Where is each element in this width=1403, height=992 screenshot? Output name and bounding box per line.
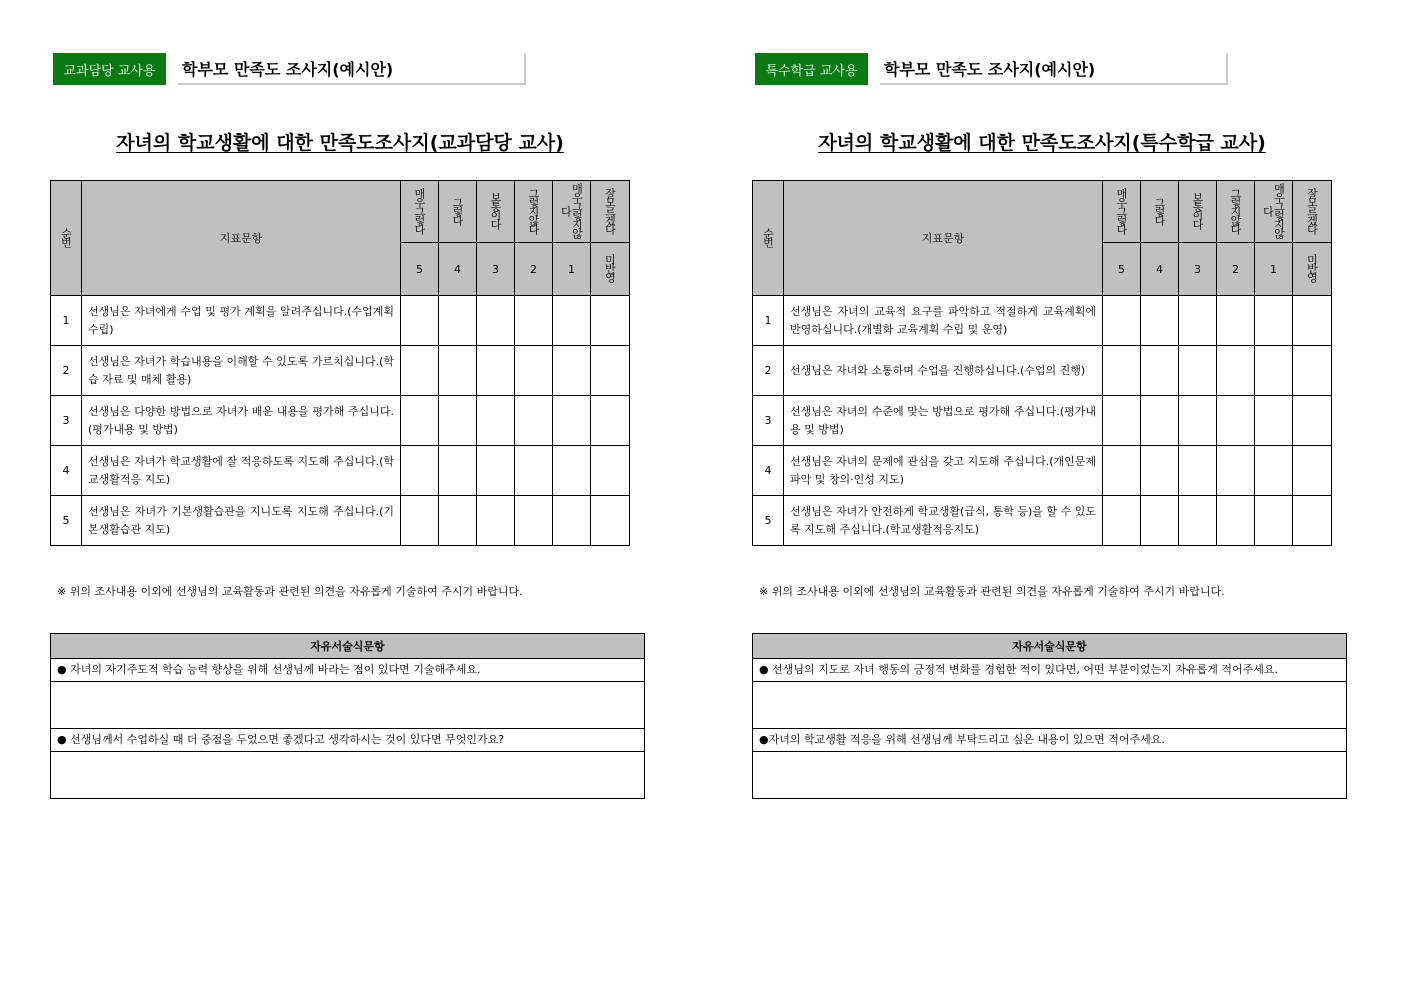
- row-item-text: 선생님은 자녀와 소통하며 수업을 진행하십니다.(수업의 진행): [784, 346, 1103, 396]
- score-header-not-counted: 미반영: [1293, 243, 1332, 296]
- free-response-table: [50, 633, 645, 799]
- rating-cell[interactable]: [1103, 446, 1141, 496]
- score-header: 3: [477, 243, 515, 296]
- score-header: 2: [1217, 243, 1255, 296]
- table-row: [51, 496, 630, 546]
- rating-cell[interactable]: [1141, 396, 1179, 446]
- rating-cell[interactable]: [401, 496, 439, 546]
- rating-cell[interactable]: [1293, 496, 1332, 546]
- score-header-not-counted: 미반영: [591, 243, 630, 296]
- row-number: 1: [51, 296, 82, 346]
- free-answer-field[interactable]: [753, 682, 1347, 729]
- teacher-type-badge: 교과담당 교사용: [53, 53, 166, 85]
- instruction-note: ※ 위의 조사내용 이외에 선생님의 교육활동과 관련된 의견을 자유롭게 기술하여 주시기 바랍니다.: [57, 585, 523, 598]
- score-header: 3: [1179, 243, 1217, 296]
- rating-cell[interactable]: [1103, 296, 1141, 346]
- rating-cell[interactable]: [439, 446, 477, 496]
- rating-header: 그렇다: [439, 181, 477, 243]
- page-title: [50, 128, 630, 155]
- rating-cell[interactable]: [553, 496, 591, 546]
- rating-cell[interactable]: [1293, 396, 1332, 446]
- rating-header: 매우그렇지않다: [553, 181, 591, 243]
- rating-cell[interactable]: [1179, 346, 1217, 396]
- row-item-text: 선생님은 다양한 방법으로 자녀가 배운 내용을 평가해 주십니다.(평가내용 및 방법): [82, 396, 401, 446]
- table-row: [51, 446, 630, 496]
- rating-cell[interactable]: [553, 346, 591, 396]
- free-answer-field[interactable]: [753, 752, 1347, 799]
- page-title: [752, 128, 1332, 155]
- rating-cell[interactable]: [1141, 496, 1179, 546]
- rating-header: 매우그렇지않다: [1255, 181, 1293, 243]
- column-header-number: 순번: [51, 181, 82, 296]
- rating-header: 그렇다: [1141, 181, 1179, 243]
- score-header: 4: [1141, 243, 1179, 296]
- rating-cell[interactable]: [1217, 296, 1255, 346]
- rating-header: 보통이다: [1179, 181, 1217, 243]
- survey-table: [50, 180, 630, 546]
- rating-cell[interactable]: [1103, 496, 1141, 546]
- rating-cell[interactable]: [1255, 346, 1293, 396]
- row-item-text: 선생님은 자녀의 문제에 관심을 갖고 지도해 주십니다.(개인문제파악 및 창의·인성 지도): [784, 446, 1103, 496]
- score-header: 2: [515, 243, 553, 296]
- rating-cell[interactable]: [477, 496, 515, 546]
- table-row: [753, 296, 1332, 346]
- rating-cell[interactable]: [1255, 446, 1293, 496]
- table-row: [51, 296, 630, 346]
- table-row: [753, 346, 1332, 396]
- rating-cell[interactable]: [515, 396, 553, 446]
- row-number: 1: [753, 296, 784, 346]
- row-number: 3: [51, 396, 82, 446]
- rating-cell[interactable]: [591, 496, 630, 546]
- free-response-header: 자유서술식문항: [51, 634, 645, 659]
- rating-header: 보통이다: [477, 181, 515, 243]
- rating-cell[interactable]: [1293, 346, 1332, 396]
- instruction-note: ※ 위의 조사내용 이외에 선생님의 교육활동과 관련된 의견을 자유롭게 기술하여 주시기 바랍니다.: [759, 585, 1225, 598]
- score-header: 4: [439, 243, 477, 296]
- row-number: 4: [753, 446, 784, 496]
- rating-header: 잘모르겠다: [591, 181, 630, 243]
- table-row: [51, 396, 630, 446]
- rating-cell[interactable]: [1179, 396, 1217, 446]
- free-answer-field[interactable]: [51, 752, 645, 799]
- row-item-text: 선생님은 자녀가 안전하게 학교생활(급식, 통학 등)을 할 수 있도록 지도해 주십니다.(학교생활적응지도): [784, 496, 1103, 546]
- free-question: ● 선생님의 지도로 자녀 행동의 긍정적 변화를 경험한 적이 있다면, 어떤 부분이었는지 자유롭게 적어주세요.: [753, 659, 1347, 682]
- row-number: 4: [51, 446, 82, 496]
- score-header: 5: [401, 243, 439, 296]
- free-answer-field[interactable]: [51, 682, 645, 729]
- table-row: [753, 396, 1332, 446]
- rating-cell[interactable]: [1179, 446, 1217, 496]
- rating-cell[interactable]: [515, 446, 553, 496]
- rating-header: 매우그렇다: [401, 181, 439, 243]
- free-question: ● 자녀의 자기주도적 학습 능력 향상을 위해 선생님께 바라는 점이 있다면 기술해주세요.: [51, 659, 645, 682]
- free-response-table: [752, 633, 1347, 799]
- rating-cell[interactable]: [439, 296, 477, 346]
- rating-cell[interactable]: [401, 446, 439, 496]
- row-number: 2: [51, 346, 82, 396]
- rating-cell[interactable]: [1217, 346, 1255, 396]
- rating-cell[interactable]: [515, 346, 553, 396]
- rating-cell[interactable]: [1293, 446, 1332, 496]
- rating-cell[interactable]: [1141, 446, 1179, 496]
- rating-cell[interactable]: [439, 346, 477, 396]
- rating-cell[interactable]: [591, 346, 630, 396]
- column-header-item: 지표문항: [82, 181, 401, 296]
- rating-cell[interactable]: [515, 496, 553, 546]
- rating-cell[interactable]: [1217, 446, 1255, 496]
- rating-cell[interactable]: [591, 296, 630, 346]
- survey-table: [752, 180, 1332, 546]
- rating-cell[interactable]: [1217, 396, 1255, 446]
- rating-cell[interactable]: [515, 296, 553, 346]
- rating-cell[interactable]: [1255, 296, 1293, 346]
- table-row: [753, 446, 1332, 496]
- row-item-text: 선생님은 자녀에게 수업 및 평가 계획을 알려주십니다.(수업계획 수립): [82, 296, 401, 346]
- rating-cell[interactable]: [1103, 396, 1141, 446]
- rating-header: 그렇지않다: [515, 181, 553, 243]
- row-number: 3: [753, 396, 784, 446]
- rating-cell[interactable]: [1103, 346, 1141, 396]
- survey-panel-special-class-teacher: [702, 0, 1402, 992]
- score-header: 5: [1103, 243, 1141, 296]
- rating-cell[interactable]: [553, 446, 591, 496]
- column-header-number: 순번: [753, 181, 784, 296]
- page-title-text: 자녀의 학교생활에 대한 만족도조사지(교과담당 교사): [116, 132, 564, 154]
- row-item-text: 선생님은 자녀가 기본생활습관을 지니도록 지도해 주십니다.(기본생활습관 지도): [82, 496, 401, 546]
- page-title-text: 자녀의 학교생활에 대한 만족도조사지(특수학급 교사): [818, 132, 1266, 154]
- row-item-text: 선생님은 자녀의 교육적 요구를 파악하고 적절하게 교육계획에 반영하십니다.(개별화 교육계획 수립 및 운영): [784, 296, 1103, 346]
- table-row: [51, 346, 630, 396]
- row-item-text: 선생님은 자녀가 학교생활에 잘 적응하도록 지도해 주십니다.(학교생활적응 지도): [82, 446, 401, 496]
- rating-cell[interactable]: [591, 446, 630, 496]
- rating-cell[interactable]: [439, 396, 477, 446]
- row-item-text: 선생님은 자녀의 수준에 맞는 방법으로 평가해 주십니다.(평가내용 및 방법): [784, 396, 1103, 446]
- score-header: 1: [553, 243, 591, 296]
- rating-cell[interactable]: [1179, 496, 1217, 546]
- row-number: 5: [51, 496, 82, 546]
- rating-cell[interactable]: [1255, 396, 1293, 446]
- free-question: ● 선생님께서 수업하실 때 더 중점을 두었으면 좋겠다고 생각하시는 것이 있다면 무엇인가요?: [51, 729, 645, 752]
- rating-cell[interactable]: [553, 396, 591, 446]
- row-number: 2: [753, 346, 784, 396]
- row-item-text: 선생님은 자녀가 학습내용을 이해할 수 있도록 가르치십니다.(학습 자료 및 매체 활용): [82, 346, 401, 396]
- free-response-header: 자유서술식문항: [753, 634, 1347, 659]
- rating-cell[interactable]: [1179, 296, 1217, 346]
- rating-header: 매우그렇다: [1103, 181, 1141, 243]
- rating-cell[interactable]: [1255, 496, 1293, 546]
- rating-cell[interactable]: [477, 446, 515, 496]
- rating-cell[interactable]: [1141, 296, 1179, 346]
- header-title: 학부모 만족도 조사지(예시안): [178, 53, 526, 85]
- rating-cell[interactable]: [477, 296, 515, 346]
- rating-cell[interactable]: [1217, 496, 1255, 546]
- survey-panel-subject-teacher: [0, 0, 700, 992]
- teacher-type-badge: 특수학급 교사용: [755, 53, 868, 85]
- rating-cell[interactable]: [401, 396, 439, 446]
- column-header-item: 지표문항: [784, 181, 1103, 296]
- rating-cell[interactable]: [477, 346, 515, 396]
- rating-cell[interactable]: [1141, 346, 1179, 396]
- rating-cell[interactable]: [591, 396, 630, 446]
- rating-cell[interactable]: [401, 346, 439, 396]
- free-question: ●자녀의 학교생활 적응을 위해 선생님께 부탁드리고 싶은 내용이 있으면 적어주세요.: [753, 729, 1347, 752]
- rating-cell[interactable]: [553, 296, 591, 346]
- rating-header: 그렇지않다: [1217, 181, 1255, 243]
- header-title: 학부모 만족도 조사지(예시안): [880, 53, 1228, 85]
- rating-cell[interactable]: [477, 396, 515, 446]
- rating-cell[interactable]: [1293, 296, 1332, 346]
- score-header: 1: [1255, 243, 1293, 296]
- rating-cell[interactable]: [439, 496, 477, 546]
- table-row: [753, 496, 1332, 546]
- rating-header: 잘모르겠다: [1293, 181, 1332, 243]
- rating-cell[interactable]: [401, 296, 439, 346]
- row-number: 5: [753, 496, 784, 546]
